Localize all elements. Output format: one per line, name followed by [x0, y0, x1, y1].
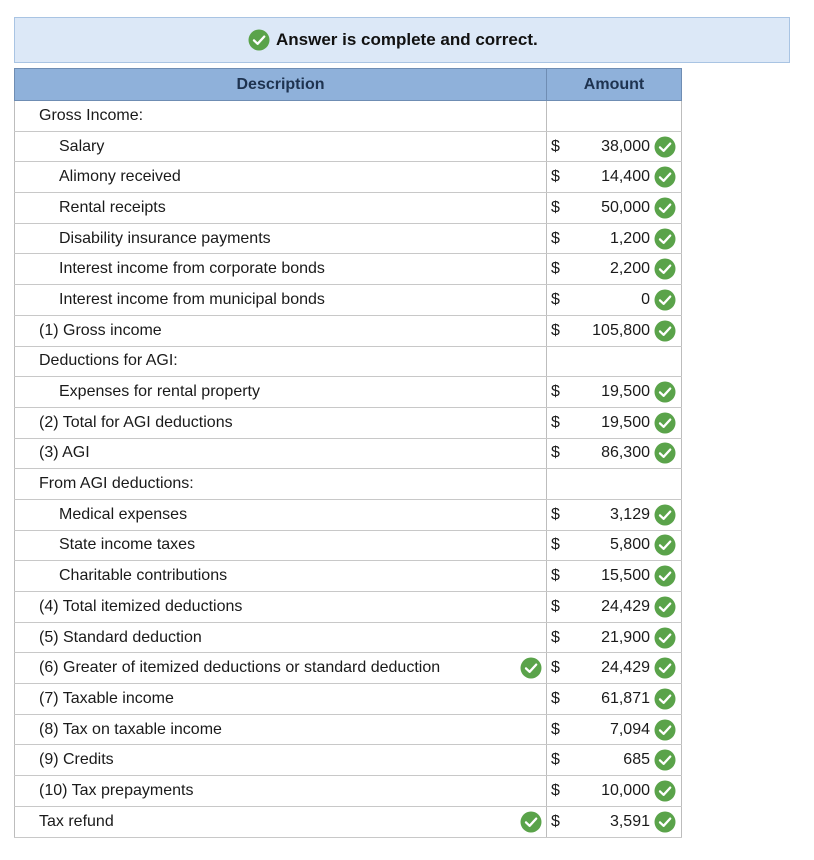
row-amount-cell — [547, 499, 682, 530]
row-label: Medical expenses — [59, 505, 188, 523]
row-amount-cell — [547, 131, 682, 162]
currency-symbol: $ — [551, 290, 560, 308]
row-label: Deductions for AGI: — [39, 352, 178, 370]
row-label: (10) Tax prepayments — [39, 781, 194, 799]
table-row — [15, 438, 682, 469]
currency-symbol: $ — [551, 383, 560, 401]
amount-value: 86,300 — [601, 444, 650, 462]
row-description-cell — [15, 101, 547, 132]
row-label: (6) Greater of itemized deductions or standard deduction — [39, 659, 441, 677]
row-description-cell — [15, 131, 547, 162]
currency-symbol: $ — [551, 567, 560, 585]
row-amount-cell — [547, 776, 682, 807]
row-label: Charitable contributions — [59, 567, 228, 585]
row-label: Interest income from corporate bonds — [59, 260, 325, 278]
table-row — [15, 315, 682, 346]
row-label: Interest income from municipal bonds — [59, 290, 325, 308]
row-description-cell — [15, 622, 547, 653]
amount-value: 24,429 — [601, 597, 650, 615]
check-circle-icon — [654, 657, 676, 679]
table-row — [15, 806, 682, 837]
currency-symbol: $ — [551, 536, 560, 554]
check-circle-icon — [654, 719, 676, 741]
row-description-cell — [15, 592, 547, 623]
row-description-cell — [15, 315, 547, 346]
check-circle-icon — [654, 780, 676, 802]
amount-value: 685 — [623, 751, 650, 769]
check-circle-icon — [654, 749, 676, 771]
row-label: (3) AGI — [39, 444, 90, 462]
amount-value: 24,429 — [601, 659, 650, 677]
row-amount-cell — [547, 223, 682, 254]
amount-value: 15,500 — [601, 567, 650, 585]
currency-symbol: $ — [551, 198, 560, 216]
table-row — [15, 407, 682, 438]
currency-symbol: $ — [551, 137, 560, 155]
row-amount-cell — [547, 162, 682, 193]
row-description-cell — [15, 162, 547, 193]
check-circle-icon — [654, 442, 676, 464]
currency-symbol: $ — [551, 720, 560, 738]
currency-symbol: $ — [551, 628, 560, 646]
amount-value: 105,800 — [592, 321, 650, 339]
row-description-cell — [15, 254, 547, 285]
table-row — [15, 162, 682, 193]
row-amount-cell — [547, 714, 682, 745]
table-row — [15, 131, 682, 162]
check-circle-icon — [654, 320, 676, 342]
row-description-cell — [15, 714, 547, 745]
currency-symbol: $ — [551, 689, 560, 707]
row-amount-cell — [547, 346, 682, 377]
check-circle-icon — [654, 381, 676, 403]
row-label: (9) Credits — [39, 751, 114, 769]
check-circle-icon — [654, 627, 676, 649]
row-label: Disability insurance payments — [59, 229, 271, 247]
table-row — [15, 285, 682, 316]
tax-computation-table — [14, 68, 682, 838]
row-description-cell — [15, 530, 547, 561]
row-label: (7) Taxable income — [39, 689, 174, 707]
amount-value: 7,094 — [609, 720, 650, 738]
row-description-cell — [15, 776, 547, 807]
check-circle-icon — [654, 258, 676, 280]
table-body — [15, 101, 682, 838]
row-description-cell — [15, 407, 547, 438]
table-row — [15, 561, 682, 592]
row-label: (1) Gross income — [39, 321, 162, 339]
row-amount-cell — [547, 653, 682, 684]
currency-symbol: $ — [551, 659, 560, 677]
check-circle-icon — [654, 289, 676, 311]
check-circle-icon — [654, 197, 676, 219]
amount-value: 61,871 — [601, 689, 650, 707]
row-amount-cell — [547, 315, 682, 346]
amount-value: 21,900 — [601, 628, 650, 646]
amount-value: 2,200 — [609, 260, 650, 278]
table-row — [15, 377, 682, 408]
amount-value: 19,500 — [601, 383, 650, 401]
column-header-description: Description — [15, 69, 547, 101]
amount-value: 0 — [641, 290, 650, 308]
check-circle-icon — [654, 136, 676, 158]
amount-value: 3,129 — [609, 505, 650, 523]
check-circle-icon — [654, 596, 676, 618]
currency-symbol: $ — [551, 321, 560, 339]
table-row — [15, 530, 682, 561]
table-row — [15, 469, 682, 500]
check-circle-icon — [654, 166, 676, 188]
table-row — [15, 714, 682, 745]
currency-symbol: $ — [551, 229, 560, 247]
row-amount-cell — [547, 377, 682, 408]
amount-value: 3,591 — [609, 812, 650, 830]
row-label: (4) Total itemized deductions — [39, 597, 243, 615]
check-circle-icon — [654, 534, 676, 556]
row-label: State income taxes — [59, 536, 196, 554]
row-label: From AGI deductions: — [39, 475, 194, 493]
row-description-cell — [15, 438, 547, 469]
row-amount-cell — [547, 592, 682, 623]
currency-symbol: $ — [551, 260, 560, 278]
amount-value: 10,000 — [601, 781, 650, 799]
row-label: Expenses for rental property — [59, 383, 260, 401]
row-label: (2) Total for AGI deductions — [39, 413, 233, 431]
row-label: (5) Standard deduction — [39, 628, 202, 646]
table-row — [15, 592, 682, 623]
feedback-message — [248, 29, 538, 51]
column-header-amount: Amount — [547, 69, 682, 101]
currency-symbol: $ — [551, 812, 560, 830]
table-row — [15, 346, 682, 377]
check-circle-icon — [248, 29, 270, 51]
currency-symbol: $ — [551, 444, 560, 462]
row-description-cell — [15, 806, 547, 837]
check-circle-icon — [520, 811, 542, 833]
row-description-cell — [15, 745, 547, 776]
row-description-cell — [15, 223, 547, 254]
row-label: Tax refund — [39, 812, 114, 830]
check-circle-icon — [654, 504, 676, 526]
table-row — [15, 653, 682, 684]
row-label: Salary — [59, 137, 105, 155]
feedback-text: Answer is complete and correct. — [276, 30, 538, 49]
row-amount-cell — [547, 469, 682, 500]
row-amount-cell — [547, 622, 682, 653]
row-description-cell — [15, 469, 547, 500]
currency-symbol: $ — [551, 597, 560, 615]
table-row — [15, 193, 682, 224]
amount-value: 38,000 — [601, 137, 650, 155]
row-amount-cell — [547, 254, 682, 285]
check-circle-icon — [654, 811, 676, 833]
table-row — [15, 622, 682, 653]
currency-symbol: $ — [551, 751, 560, 769]
table-row — [15, 745, 682, 776]
currency-symbol: $ — [551, 168, 560, 186]
row-label: Alimony received — [59, 168, 181, 186]
amount-value: 14,400 — [601, 168, 650, 186]
currency-symbol: $ — [551, 413, 560, 431]
table-row — [15, 101, 682, 132]
table-row — [15, 499, 682, 530]
row-amount-cell — [547, 193, 682, 224]
row-amount-cell — [547, 101, 682, 132]
row-amount-cell — [547, 438, 682, 469]
row-amount-cell — [547, 407, 682, 438]
table-row — [15, 776, 682, 807]
row-description-cell — [15, 285, 547, 316]
check-circle-icon — [520, 657, 542, 679]
table-row — [15, 684, 682, 715]
check-circle-icon — [654, 412, 676, 434]
table-header-row — [15, 69, 682, 101]
row-amount-cell — [547, 285, 682, 316]
row-amount-cell — [547, 684, 682, 715]
check-circle-icon — [654, 688, 676, 710]
currency-symbol: $ — [551, 505, 560, 523]
table-row — [15, 223, 682, 254]
row-description-cell — [15, 499, 547, 530]
check-circle-icon — [654, 228, 676, 250]
feedback-banner — [14, 17, 790, 63]
row-amount-cell — [547, 530, 682, 561]
table-row — [15, 254, 682, 285]
row-description-cell — [15, 377, 547, 408]
row-description-cell — [15, 346, 547, 377]
amount-value: 1,200 — [609, 229, 650, 247]
row-description-cell — [15, 653, 547, 684]
row-description-cell — [15, 684, 547, 715]
row-amount-cell — [547, 745, 682, 776]
amount-value: 5,800 — [609, 536, 650, 554]
row-label: Rental receipts — [59, 198, 166, 216]
row-description-cell — [15, 561, 547, 592]
row-amount-cell — [547, 561, 682, 592]
row-amount-cell — [547, 806, 682, 837]
check-circle-icon — [654, 565, 676, 587]
row-label: Gross Income: — [39, 106, 144, 124]
currency-symbol: $ — [551, 781, 560, 799]
row-label: (8) Tax on taxable income — [39, 720, 222, 738]
amount-value: 50,000 — [601, 198, 650, 216]
amount-value: 19,500 — [601, 413, 650, 431]
row-description-cell — [15, 193, 547, 224]
